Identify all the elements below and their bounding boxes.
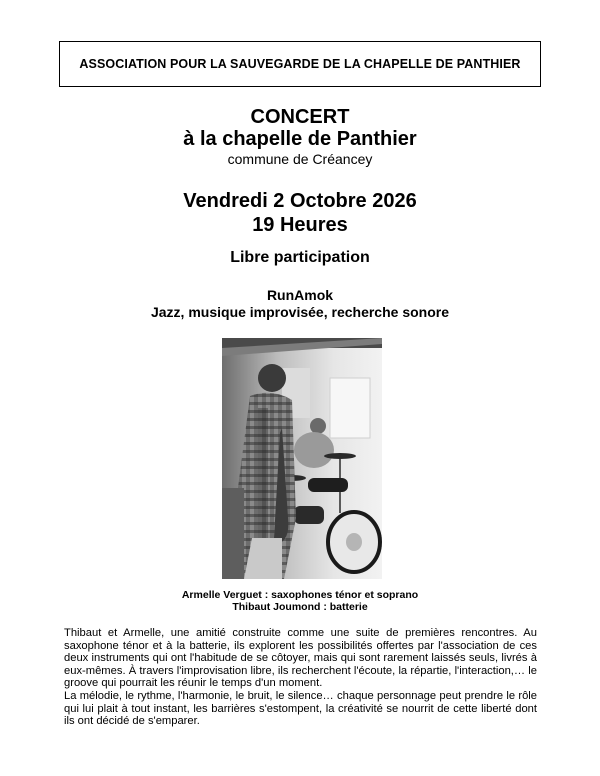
band-genre: Jazz, musique improvisée, recherche sonore [150,304,449,320]
musicians-photo-illustration [222,338,382,579]
caption-drummer: Thibaut Joumond : batterie [232,601,368,613]
description [64,627,537,728]
association-header [59,41,541,87]
description-paragraph-2: La mélodie, le rythme, l'harmonie, le bruit, le silence… chaque personnage peut prendre le rôle qui lui plait à tout instant, les barrières s'estompent, la créativité se nourrit de cette liberté dont ils ont décidé de s'emparer. [64,689,537,728]
event-title: CONCERT [250,106,350,128]
event-date: Vendredi 2 Octobre 2026 [183,190,417,212]
event-commune: commune de Créancey [227,151,373,167]
band-name: RunAmok [266,287,334,303]
musicians-photo [222,338,382,579]
event-time: 19 Heures [252,214,348,236]
caption-saxophonist: Armelle Verguet : saxophones ténor et soprano [181,589,419,601]
event-place: à la chapelle de Panthier [183,128,417,150]
event-admission: Libre participation [230,249,370,266]
description-paragraph-1: Thibaut et Armelle, une amitié construite comme une suite de premières rencontres. Au saxophone ténor et à la batterie, ils explorent les possibilités offertes par l'association de ces deux instruments qui ont l'habitude de se côtoyer, mais qui sont rarement laissés seuls, livrés à eux-mêmes. À travers l'improvisation libre, ils recherchent l'écoute, la répartie, l'interaction,… le groove qui pourrait les réunir le temps d'un moment. [64,627,537,690]
association-name: ASSOCIATION POUR LA SAUVEGARDE DE LA CHAPELLE DE PANTHIER [79,57,521,71]
